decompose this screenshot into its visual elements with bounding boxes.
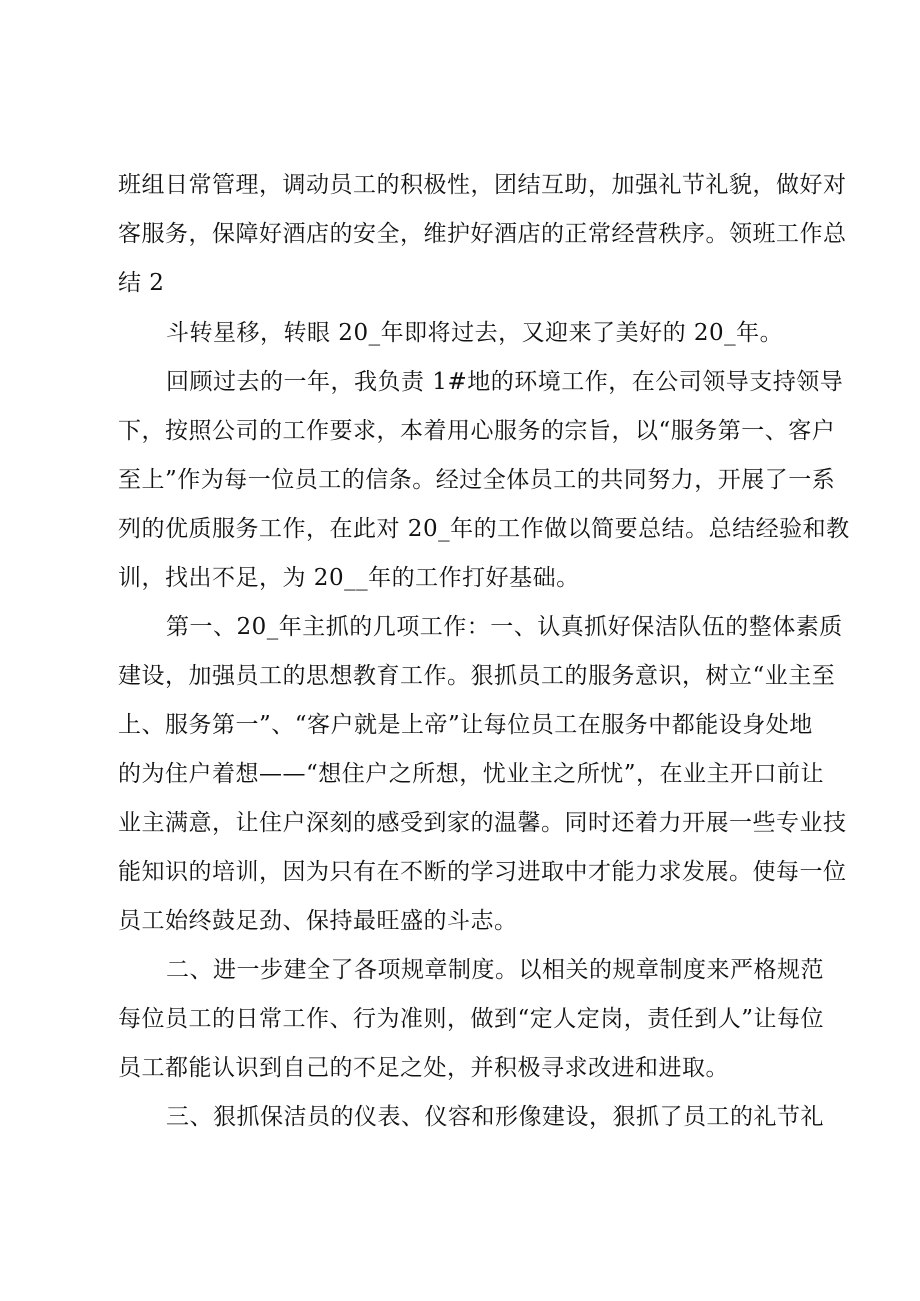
text-line: 的为住户着想——“想住户之所想，忧业主之所忧”，在业主开口前让 (118, 761, 825, 787)
text-line: 员工始终鼓足劲、保持最旺盛的斗志。 (118, 908, 518, 934)
text-line: 训，找出不足，为 20__年的工作打好基础。 (118, 565, 580, 591)
text-line: 班组日常管理，调动员工的积极性，团结互助，加强礼节礼貌，做好对 (118, 172, 847, 198)
text-line: 每位员工的日常工作、行为准则，做到“定人定岗，责任到人”让每位 (118, 1006, 825, 1032)
text-line: 业主满意，让住户深刻的感受到家的温馨。同时还着力开展一些专业技 (118, 810, 847, 836)
text-line: 能知识的培训，因为只有在不断的学习进取中才能力求发展。使每一位 (118, 859, 847, 885)
text-line: 至上”作为每一位员工的信条。经过全体员工的共同努力，开展了一系 (118, 467, 836, 493)
text-line: 列的优质服务工作，在此对 20_年的工作做以简要总结。总结经验和教 (118, 516, 850, 542)
paragraph-first-line: 三、狠抓保洁员的仪表、仪容和形像建设，狠抓了员工的礼节礼 (166, 1104, 824, 1130)
paragraph-first-line: 二、进一步建全了各项规章制度。以相关的规章制度来严格规范 (166, 957, 824, 983)
paragraph-first-line: 斗转星移，转眼 20_年即将过去，又迎来了美好的 20_年。 (166, 320, 784, 346)
text-line: 上、服务第一”、“客户就是上帝”让每位员工在服务中都能设身处地 (118, 712, 813, 738)
text-line: 建设，加强员工的思想教育工作。狠抓员工的服务意识，树立“业主至 (118, 663, 836, 689)
text-line: 下，按照公司的工作要求，本着用心服务的宗旨，以“服务第一、客户 (118, 418, 836, 444)
text-line: 员工都能认识到自己的不足之处，并积极寻求改进和进取。 (118, 1055, 729, 1081)
text-line: 客服务，保障好酒店的安全，维护好酒店的正常经营秩序。领班工作总 (118, 221, 847, 247)
paragraph-first-line: 第一、20_年主抓的几项工作：一、认真抓好保洁队伍的整体素质 (166, 614, 843, 640)
text-line: 结 2 (118, 270, 165, 296)
paragraph-first-line: 回顾过去的一年，我负责 1#地的环境工作，在公司领导支持领导 (166, 369, 844, 395)
